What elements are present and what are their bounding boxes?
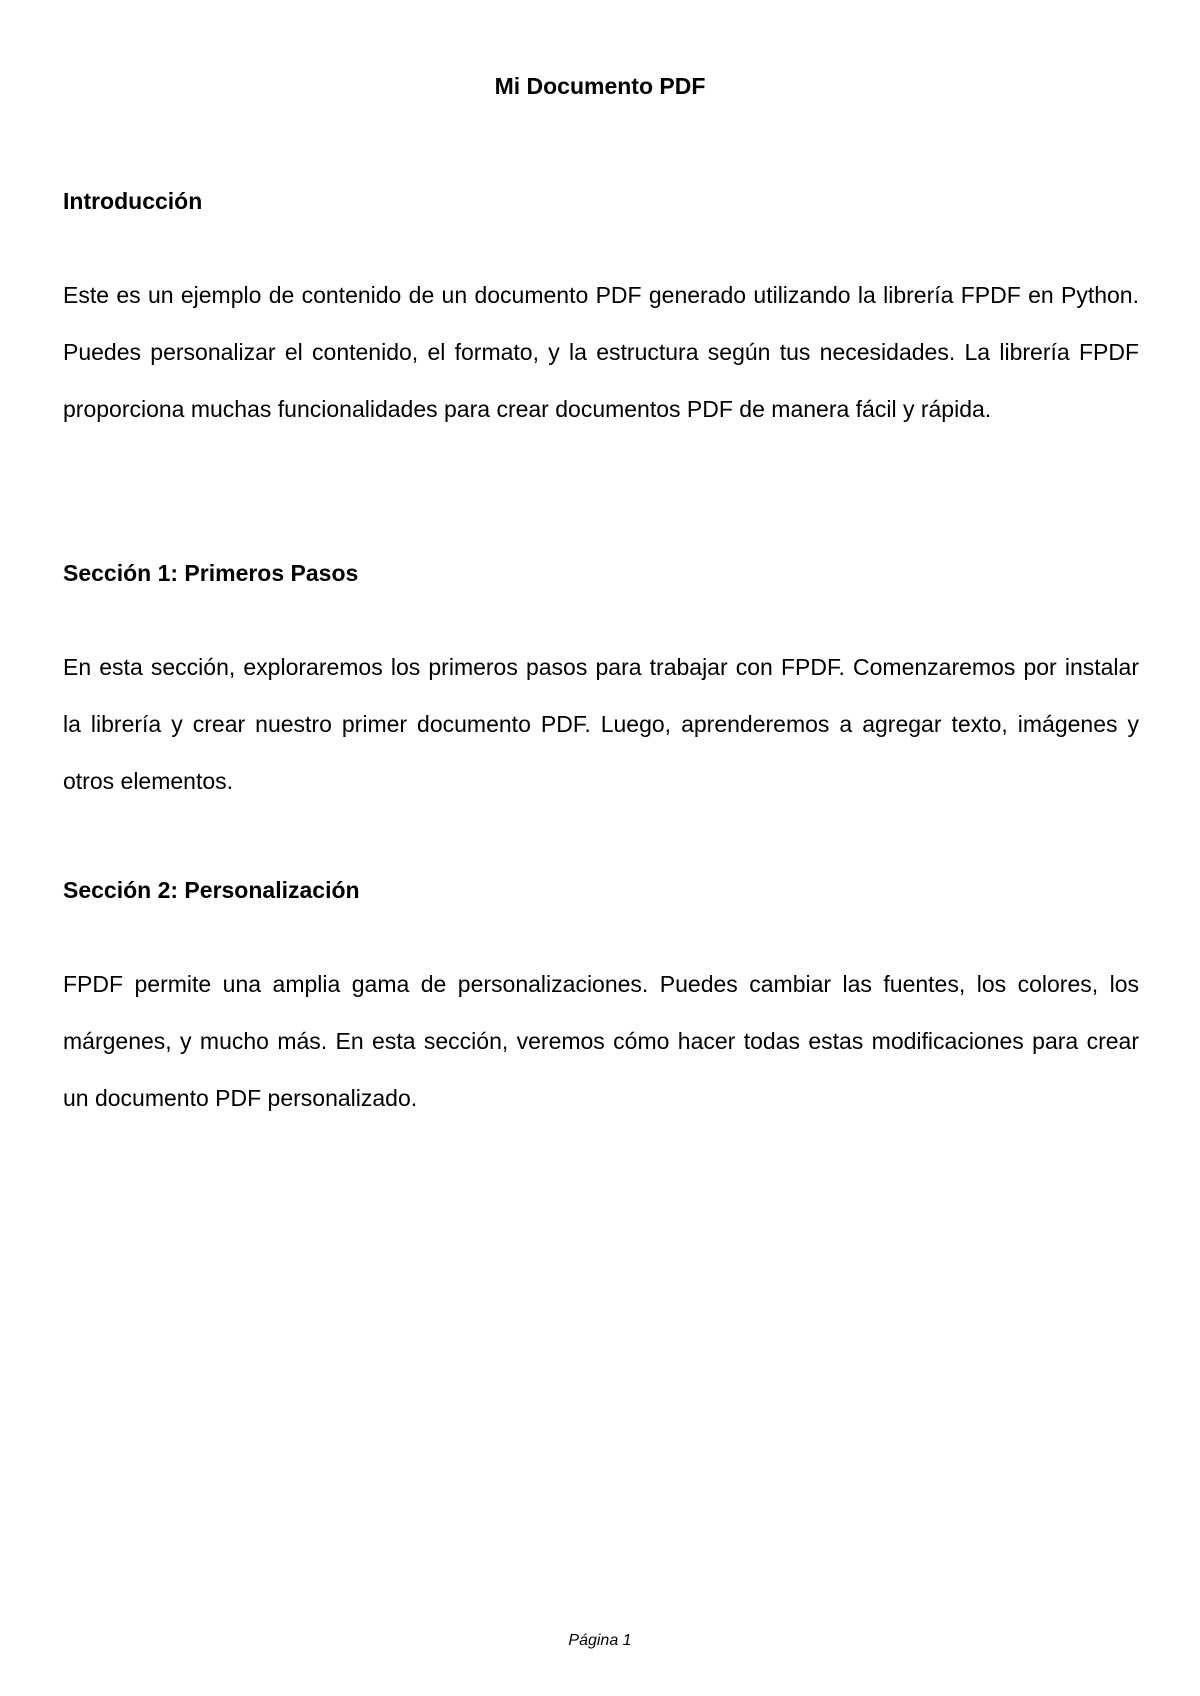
section-heading: Introducción <box>63 188 203 214</box>
section-body: Este es un ejemplo de contenido de un documento PDF generado utilizando la librería FPDF en Python. Puedes personalizar el contenido, el formato, y la estructura según tus necesidades. La librería FPDF proporciona muchas funcionalidades para crear documentos PDF de manera fácil y rápida. <box>63 282 1139 422</box>
section-personalizacion <box>63 876 1139 1127</box>
page-number-footer: Página 1 <box>568 1632 632 1649</box>
section-heading: Sección 2: Personalización <box>63 877 360 903</box>
section-body: FPDF permite una amplia gama de personalizaciones. Puedes cambiar las fuentes, los colores, los márgenes, y mucho más. En esta sección, veremos cómo hacer todas estas modificaciones para crear un documento PDF personalizado. <box>63 971 1139 1111</box>
section-primeros-pasos <box>63 559 1139 810</box>
section-body: En esta sección, exploraremos los primeros pasos para trabajar con FPDF. Comenzaremos por instalar la librería y crear nuestro primer documento PDF. Luego, aprenderemos a agregar texto, imágenes y otros elementos. <box>63 654 1139 794</box>
section-introduccion <box>63 187 1139 438</box>
document-title: Mi Documento PDF <box>494 73 706 99</box>
section-heading: Sección 1: Primeros Pasos <box>63 560 359 586</box>
